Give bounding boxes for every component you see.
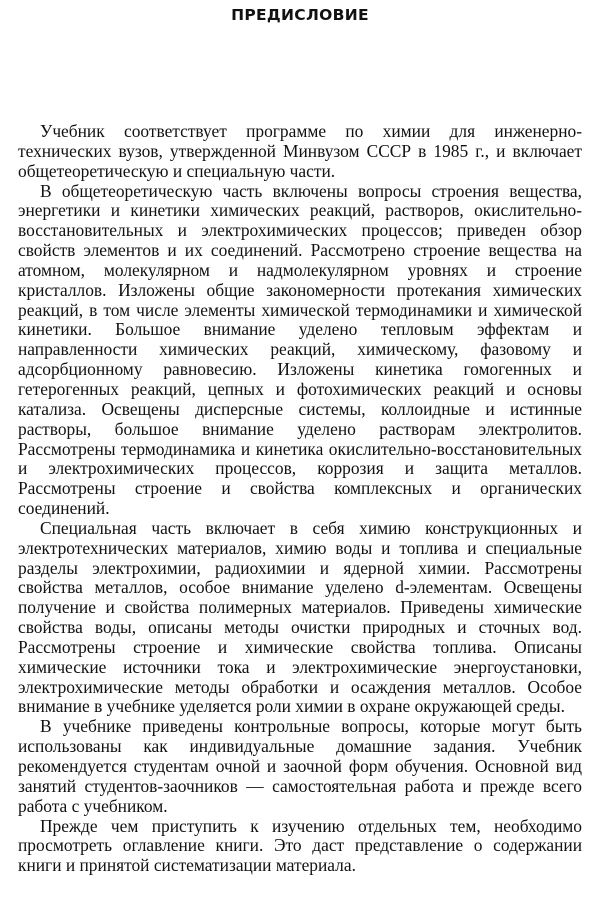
preface-body (18, 122, 582, 876)
paragraph-control-questions: В учебнике приведены контрольные вопросы, которые могут быть использованы как индивидуальные домашние задания. Учебник рекомендуется студентам очной и заочной форм обучения. Основной вид занятий студентов-заочников — самостоятельная работа и прежде всего работа с учебником. (18, 716, 582, 816)
paragraph-special-part: Специальная часть включает в себя химию конструкционных и электротехнических материалов, химию воды и топлива и специальные разделы электрохимии, радиохимии и ядерной химии. Рассмотрены свойства металлов, особое внимание уделено d-элементам. Освещены получение и свойства полимерных материалов. Приведены химические свойства воды, описаны методы очистки природных и сточных вод. Рассмотрены строение и химические свойства топлива. Описаны химические источники тока и электрохимические энергоустановки, электрохимические методы обработки и осаждения металлов. Особое внимание в учебнике уделяется роли химии в охране окружающей среды. (18, 517, 582, 717)
page-title: ПРЕДИСЛОВИЕ (231, 6, 369, 24)
paragraph-intro: Учебник соответствует программе по химии для инженерно-технических вузов, утвержденной Минвузом СССР в 1985 г., и включает общетеоретическую и специальную части. (18, 121, 582, 181)
paragraph-table-of-contents: Прежде чем приступить к изучению отдельных тем, необходимо просмотреть оглавление книги. Это даст представление о содержании книги и принятой систематизации материала. (18, 815, 582, 876)
paragraph-general-part: В общетеоретическую часть включены вопросы строения вещества, энергетики и кинетики химических реакций, растворов, окислительно-восстановительных и электрохимических процессов; приведен обзор свойств элементов и их соединений. Рассмотрено строение вещества на атомном, молекулярном и надмолекулярном уровнях и строение кристаллов. Изложены общие закономерности протекания химических реакций, в том числе элементы химической термодинамики и химической кинетики. Большое внимание уделено тепловым эффектам и направленности химических реакций, химическому, фазовому и адсорбционному равновесию. Изложены кинетика гомогенных и гетерогенных реакций, цепных и фотохимических реакций и основы катализа. Освещены дисперсные системы, коллоидные и истинные растворы, большое внимание уделено растворам электролитов. Рассмотрены термодинамика и кинетика окислительно-восстановительных и электрохимических процессов, коррозия и защита металлов. Рассмотрены строение и свойства комплексных и органических соединений. (18, 180, 582, 519)
